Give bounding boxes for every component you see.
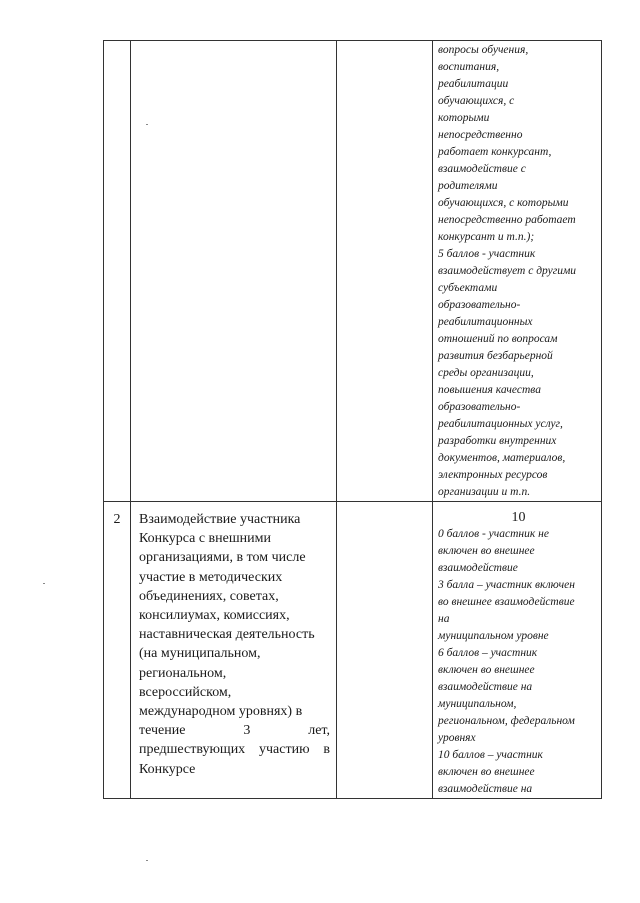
criteria-line: реабилитации <box>438 78 509 90</box>
criteria-line: развития безбарьерной <box>438 350 553 362</box>
row-number: 2 <box>113 512 121 527</box>
criteria-line: 0 баллов - участник не <box>438 528 549 540</box>
table-row <box>104 502 602 799</box>
criteria-line: взаимодействие на <box>438 783 533 795</box>
scan-speck <box>146 124 148 125</box>
indicator-name-justified-line <box>139 740 330 759</box>
criteria-line: включен во внешнее <box>438 664 535 676</box>
criteria-line: взаимодействие <box>438 562 518 574</box>
criteria-line: 6 баллов – участник <box>438 647 538 659</box>
criteria-line: муниципальном уровне <box>438 630 549 642</box>
criteria-line: муниципальном, <box>438 698 517 710</box>
word: 3 <box>243 723 251 739</box>
criteria-line: непосредственно <box>438 129 523 141</box>
criteria-line: непосредственно работает <box>438 214 576 226</box>
score-cell <box>337 41 433 502</box>
criteria-line: документов, материалов, <box>438 452 566 464</box>
criteria-line: на <box>438 613 450 625</box>
indicator-name-line: консилиумах, комиссиях, <box>139 608 290 624</box>
max-score: 10 <box>511 510 526 525</box>
criteria-line: работает конкурсант, <box>438 146 552 158</box>
indicator-name-line: объединениях, советах, <box>139 588 279 604</box>
number-cell <box>104 502 131 799</box>
criteria-line: воспитания, <box>438 61 500 73</box>
word: предшествующих <box>139 742 246 758</box>
word: течение <box>139 723 186 739</box>
criteria-line: взаимодействие с <box>438 163 526 175</box>
indicator-name-line: наставническая деятельность <box>139 627 315 643</box>
criteria-line: взаимодействует с другими <box>438 265 577 277</box>
name-cell <box>131 502 337 799</box>
criteria-line: среды организации, <box>438 367 534 379</box>
indicator-name-line: международном уровнях) в <box>139 704 303 720</box>
criteria-line: реабилитационных услуг, <box>438 418 563 430</box>
word: лет, <box>308 723 330 739</box>
criteria-line: включен во внешнее <box>438 545 535 557</box>
criteria-line: 10 баллов – участник <box>438 749 543 761</box>
criteria-line: вопросы обучения, <box>438 44 529 56</box>
criteria-line: которыми <box>438 112 490 124</box>
indicator-name-line: Конкурса с внешними <box>139 531 271 547</box>
indicator-name-line: Конкурсе <box>139 761 196 777</box>
criteria-line: реабилитационных <box>438 316 533 328</box>
indicator-name <box>131 502 336 779</box>
indicator-name-line: (на муниципальном, <box>139 646 261 662</box>
criteria-line: организации и т.п. <box>438 486 531 498</box>
indicator-name-line: участие в методических <box>139 569 283 585</box>
indicator-name-line: региональном, <box>139 665 227 681</box>
criteria-line: разработки внутренних <box>438 435 557 447</box>
table-row <box>104 41 602 502</box>
criteria-line: электронных ресурсов <box>438 469 548 481</box>
criteria-line: образовательно- <box>438 401 521 413</box>
criteria-line: обучающихся, с <box>438 95 515 107</box>
criteria-text <box>433 502 601 798</box>
criteria-cell <box>433 502 602 799</box>
criteria-line: региональном, федеральном <box>438 715 575 727</box>
criteria-line: повышения качества <box>438 384 541 396</box>
number-cell <box>104 41 131 502</box>
indicator-name-line: всероссийском, <box>139 684 232 700</box>
criteria-line: 5 баллов - участник <box>438 248 536 260</box>
scan-speck <box>146 860 148 861</box>
criteria-line: отношений по вопросам <box>438 333 558 345</box>
criteria-line: взаимодействие на <box>438 681 533 693</box>
indicator-name-line: Взаимодействие участника <box>139 512 301 527</box>
criteria-table <box>103 40 602 799</box>
criteria-line: 3 балла – участник включен <box>438 579 575 591</box>
criteria-line: субъектами <box>438 282 498 294</box>
name-cell <box>131 41 337 502</box>
criteria-line: обучающихся, с которыми <box>438 197 569 209</box>
indicator-name-justified-line <box>139 721 330 740</box>
word: участию <box>259 742 310 758</box>
word: в <box>323 742 330 758</box>
criteria-line: образовательно- <box>438 299 521 311</box>
indicator-name-line: организациями, в том числе <box>139 550 306 566</box>
score-cell <box>337 502 433 799</box>
criteria-line: уровнях <box>438 732 476 744</box>
scan-speck <box>43 583 45 584</box>
criteria-line: включен во внешнее <box>438 766 535 778</box>
criteria-cell <box>433 41 602 502</box>
criteria-line: во внешнее взаимодействие <box>438 596 575 608</box>
criteria-line: конкурсант и т.п.); <box>438 231 535 243</box>
criteria-text <box>433 41 601 501</box>
criteria-line: родителями <box>438 180 498 192</box>
